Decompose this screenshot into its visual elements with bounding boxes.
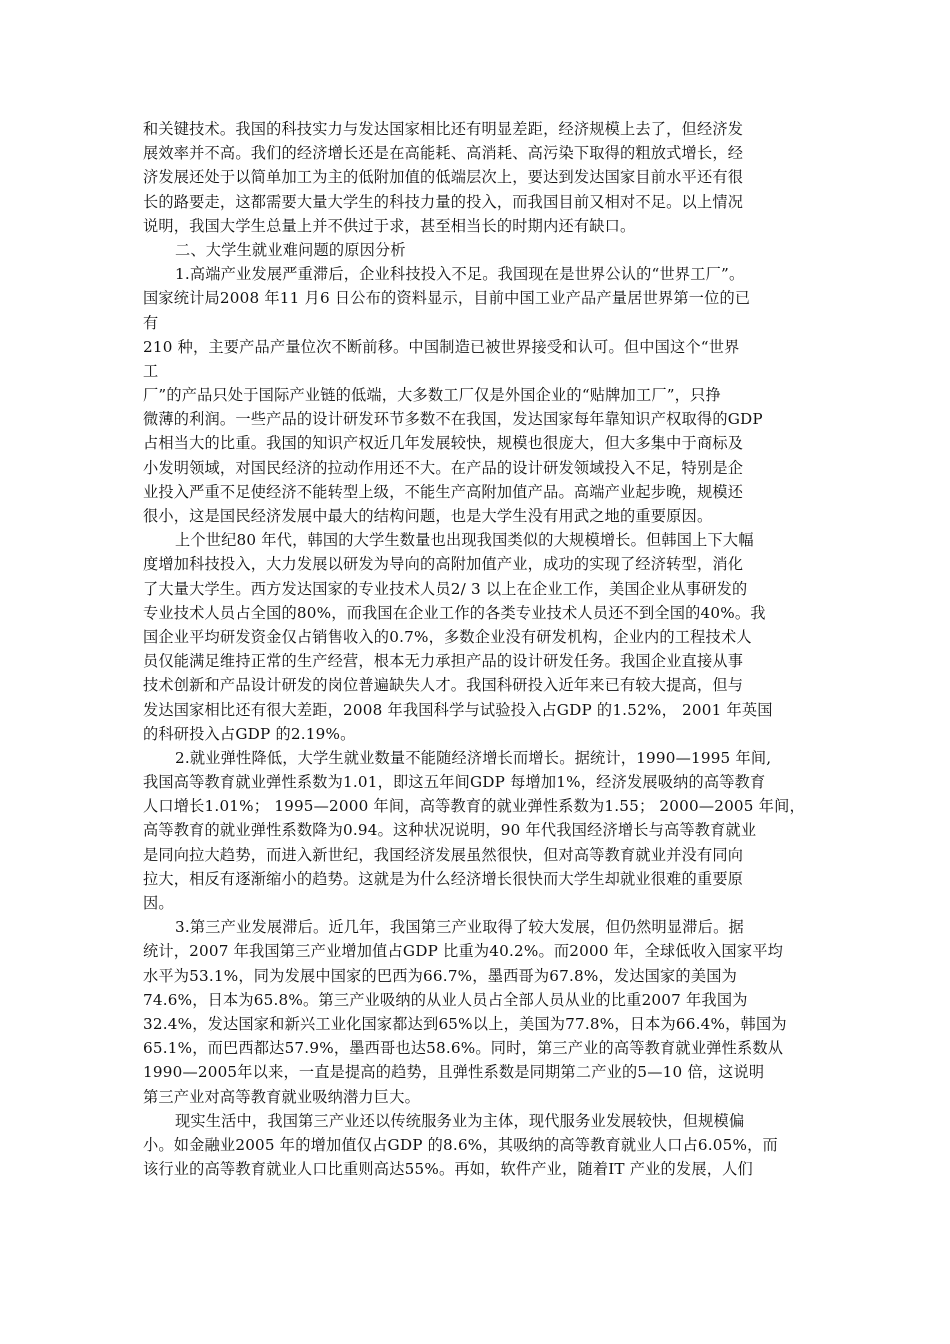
text-line: 32.4%，发达国家和新兴工业化国家都达到65%以上，美国为77.8%，日本为66.4%，韩国为 — [143, 1014, 787, 1033]
text-line: 人口增长1.01%； 1995—2000 年间，高等教育的就业弹性系数为1.55； 2000—2005 年间， — [143, 797, 805, 816]
text-line: 有 — [143, 313, 159, 332]
text-line: 说明，我国大学生总量上并不供过于求，甚至相当长的时期内还有缺口。 — [143, 216, 636, 235]
text-line: 的科研投入占GDP 的2.19%。 — [143, 724, 356, 743]
text-line: 国企业平均研发资金仅占销售收入的0.7%，多数企业没有研发机构，企业内的工程技术人 — [143, 627, 752, 646]
text-line: 国家统计局2008 年11 月6 日公布的资料显示，目前中国工业产品产量居世界第一位的已 — [143, 289, 751, 308]
paragraph — [143, 528, 807, 746]
text-line: 2.就业弹性降低，大学生就业数量不能随经济增长而增长。据统计，1990—1995 年间, — [175, 748, 772, 767]
text-line: 和关键技术。我国的科技实力与发达国家相比还有明显差距，经济规模上去了，但经济发 — [143, 120, 744, 138]
text-line: 工 — [143, 361, 159, 380]
text-line: 员仅能满足维持正常的生产经营，根本无力承担产品的设计研发任务。我国企业直接从事 — [143, 652, 744, 671]
text-line: 上个世纪80 年代，韩国的大学生数量也出现我国类似的大规模增长。但韩国上下大幅 — [175, 531, 754, 550]
text-line: 水平为53.1%，同为发展中国家的巴西为66.7%，墨西哥为67.8%，发达国家的美国为 — [143, 966, 737, 985]
text-line: 业投入严重不足使经济不能转型上级，不能生产高附加值产品。高端产业起步晚，规模还 — [143, 482, 744, 501]
text-line: 统计，2007 年我国第三产业增加值占GDP 比重为40.2%。而2000 年，全球低收入国家平均 — [143, 942, 783, 961]
text-line: 微薄的利润。一些产品的设计研发环节多数不在我国，发达国家每年靠知识产权取得的GDP — [143, 410, 763, 429]
text-line: 拉大，相反有逐渐缩小的趋势。这就是为什么经济增长很快而大学生却就业很难的重要原 — [143, 869, 744, 888]
text-line: 210 种，主要产品产量位次不断前移。中国制造已被世界接受和认可。但中国这个“世界 — [143, 337, 740, 356]
text-line: 第三产业对高等教育就业吸纳潜力巨大。 — [143, 1087, 420, 1106]
text-line: 很小，这是国民经济发展中最大的结构问题，也是大学生没有用武之地的重要原因。 — [143, 507, 713, 525]
text-line: 了大量大学生。西方发达国家的专业技术人员2/ 3 以上在企业工作，美国企业从事研发的 — [143, 579, 748, 598]
text-line: 小。如金融业2005 年的增加值仅占GDP 的8.6%，其吸纳的高等教育就业人口占6.05%，而 — [143, 1135, 778, 1154]
paragraph — [143, 915, 807, 1109]
text-line: 展效率并不高。我们的经济增长还是在高能耗、高消耗、高污染下取得的粗放式增长，经 — [143, 144, 744, 163]
text-line: 我国高等教育就业弹性系数为1.01，即这五年间GDP 每增加1%，经济发展吸纳的高等教育 — [143, 773, 766, 792]
text-line: 长的路要走，这都需要大量大学生的科技力量的投入，而我国目前又相对不足。以上情况 — [143, 192, 744, 211]
text-line: 高等教育的就业弹性系数降为0.94。这种状况说明，90 年代我国经济增长与高等教育就业 — [143, 821, 757, 840]
section-heading — [143, 238, 807, 262]
text-line: 占相当大的比重。我国的知识产权近几年发展较快，规模也很庞大，但大多集中于商标及 — [143, 434, 744, 453]
text-line: 专业技术人员占全国的80%，而我国在企业工作的各类专业技术人员还不到全国的40%。我 — [143, 603, 766, 622]
text-line: 发达国家相比还有很大差距，2008 年我国科学与试验投入占GDP 的1.52%， 2001 年英国 — [143, 700, 773, 719]
text-line: 小发明领域，对国民经济的拉动作用还不大。在产品的设计研发领域投入不足，特别是企 — [143, 458, 744, 477]
paragraph — [143, 746, 807, 915]
text-line: 65.1%，而巴西都达57.9%，墨西哥也达58.6%。同时，第三产业的高等教育就业弹性系数从 — [143, 1039, 784, 1058]
text-line: 技术创新和产品设计研发的岗位普遍缺失人才。我国科研投入近年来已有较大提高，但与 — [143, 676, 744, 695]
text-line: 济发展还处于以简单加工为主的低附加值的低端层次上，要达到发达国家目前水平还有很 — [143, 168, 744, 187]
text-line: 现实生活中，我国第三产业还以传统服务业为主体，现代服务业发展较快，但规模偏 — [175, 1111, 745, 1130]
text-line: 度增加科技投入，大力发展以研发为导向的高附加值产业，成功的实现了经济转型，消化 — [143, 555, 744, 574]
document-body — [143, 117, 807, 1181]
paragraph — [143, 262, 807, 528]
text-line: 该行业的高等教育就业人口比重则高达55%。再如，软件产业，随着IT 产业的发展，人们 — [143, 1160, 753, 1179]
text-line: 3.第三产业发展滞后。近几年，我国第三产业取得了较大发展，但仍然明显滞后。据 — [175, 918, 744, 937]
text-line: 因。 — [143, 894, 174, 912]
text-line: 1990—2005年以来，一直是提高的趋势，且弹性系数是同期第二产业的5—10 倍，这说明 — [143, 1063, 765, 1082]
text-line: 1.高端产业发展严重滞后，企业科技投入不足。我国现在是世界公认的“世界工厂”。 — [175, 265, 745, 284]
text-line: 是同向拉大趋势，而进入新世纪，我国经济发展虽然很快，但对高等教育就业并没有同向 — [143, 845, 744, 864]
paragraph — [143, 117, 807, 238]
text-line: 74.6%，日本为65.8%。第三产业吸纳的从业人员占全部人员从业的比重2007 年我国为 — [143, 990, 748, 1009]
paragraph — [143, 1109, 807, 1182]
text-line: 厂”的产品只处于国际产业链的低端，大多数工厂仅是外国企业的“贴牌加工厂”，只挣 — [143, 386, 721, 405]
text-line: 二、大学生就业难问题的原因分析 — [175, 240, 406, 259]
